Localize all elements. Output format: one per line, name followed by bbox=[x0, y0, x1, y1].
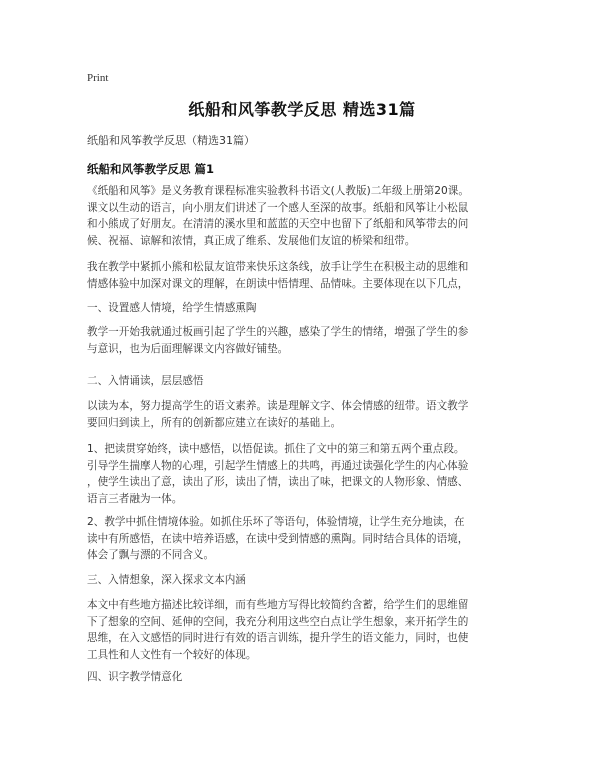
text-line: 二、入情诵读，层层感悟 bbox=[87, 375, 204, 387]
text-line: 和小熊成了好朋友。在清清的溪水里和蓝蓝的天空中也留下了纸船和风筝带去的问 bbox=[87, 218, 469, 231]
text-line: 要回归到读上，所有的创新都应建立在读好的基础上。 bbox=[87, 416, 342, 429]
text-line: 《纸船和风筝》是义务教育课程标准实验教科书语文(人教版)二年级上册第20课。 bbox=[87, 185, 469, 197]
text-line: 2、教学中抓住情境体验。如抓住乐坏了等语句，体验情境，让学生充分地读，在 bbox=[87, 516, 465, 528]
text-line: 语言三者融为一体。 bbox=[87, 493, 183, 506]
paragraph-point-2 bbox=[87, 514, 517, 564]
document-subtitle: 纸船和风筝教学反思（精选31篇） bbox=[87, 134, 255, 147]
text-line: ，使学生读出了意，读出了形，读出了情，读出了味，把课文的人物形象、情感、 bbox=[87, 476, 469, 489]
text-line: 工具性和人文性有一个较好的体现。 bbox=[87, 649, 257, 662]
text-line: 思维，在入文感悟的同时进行有效的语言训练，提升学生的语文能力，同时，也使 bbox=[87, 632, 469, 645]
paragraph-imagination bbox=[87, 597, 517, 664]
text-line: 1、把读贯穿始终，读中感悟，以悟促读。抓住了文中的第三和第五两个重点段。 bbox=[87, 443, 465, 455]
text-line: 三、入情想象，深入探求文本内涵 bbox=[87, 574, 246, 586]
text-line: 教学一开始我就通过板画引起了学生的兴趣，感染了学生的情绪，增强了学生的参 bbox=[87, 326, 469, 338]
text-line: 我在教学中紧抓小熊和松鼠友谊带来快乐这条线，放手让学生在积极主动的思维和 bbox=[87, 261, 469, 273]
subheading-two bbox=[87, 374, 517, 388]
text-line: 候、祝福、谅解和浓情，真正成了维系、发展他们友谊的桥梁和纽带。 bbox=[87, 235, 416, 248]
print-label[interactable]: Print bbox=[87, 72, 109, 84]
text-line: 本文中有些地方描述比较详细，而有些地方写得比较简约含蓄，给学生们的思维留 bbox=[87, 599, 469, 611]
text-line: 一、设置感人情境，给学生情感熏陶 bbox=[87, 302, 257, 314]
document-title: 纸船和风筝教学反思 精选31篇 bbox=[188, 100, 416, 119]
text-line: 与意识，也为后面理解课文内容做好铺垫。 bbox=[87, 342, 289, 355]
text-line: 读中有所感悟，在读中培养语感，在读中受到情感的熏陶。同时结合具体的语境， bbox=[87, 532, 469, 545]
subheading-four bbox=[87, 670, 517, 684]
paragraph-intro bbox=[87, 183, 517, 250]
subheading-one bbox=[87, 301, 517, 315]
text-line: 体会了飘与漂的不同含义。 bbox=[87, 549, 215, 562]
text-line: 以读为本，努力提高学生的语文素养。读是理解文字、体会情感的纽带。语文教学 bbox=[87, 400, 469, 412]
paragraph-point-1 bbox=[87, 441, 517, 508]
text-line: 引导学生揣摩人物的心理，引起学生情感上的共鸣，再通过读强化学生的内心体验 bbox=[87, 459, 469, 472]
paragraph-approach bbox=[87, 259, 517, 292]
paragraph-scene bbox=[87, 324, 517, 357]
text-line: 情感体验中加深对课文的理解，在朗读中悟情理、品情味。主要体现在以下几点， bbox=[87, 277, 469, 290]
subheading-three bbox=[87, 573, 517, 587]
paragraph-reading bbox=[87, 398, 517, 431]
section-heading: 纸船和风筝教学反思 篇1 bbox=[87, 162, 215, 176]
text-line: 四、识字教学情意化 bbox=[87, 671, 183, 683]
text-line: 下了想象的空间、延伸的空间，我充分利用这些空白点让学生想象，来开拓学生的 bbox=[87, 615, 469, 628]
text-line: 课文以生动的语言，向小朋友们讲述了一个感人至深的故事。纸船和风筝让小松鼠 bbox=[87, 201, 469, 214]
